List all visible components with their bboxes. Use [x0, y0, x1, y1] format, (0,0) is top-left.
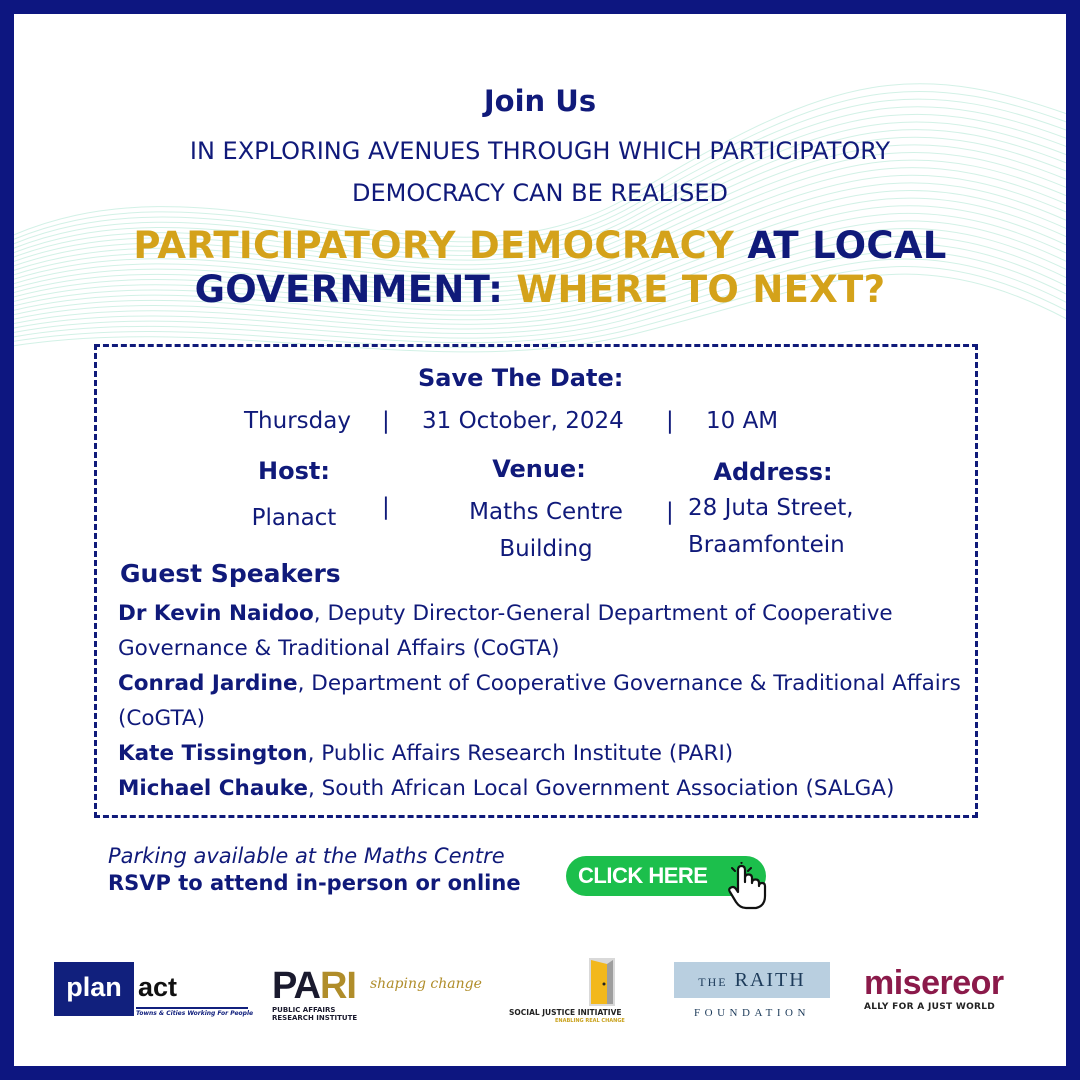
- speaker-list: [118, 596, 978, 806]
- info-separator-2: |: [666, 499, 674, 525]
- address-label: Address:: [713, 458, 833, 486]
- venue-line-1: Maths Centre: [469, 499, 623, 525]
- venue-line-2: Building: [499, 536, 593, 562]
- speaker-name: Dr Kevin Naidoo: [118, 601, 314, 626]
- speaker-item: [118, 771, 978, 806]
- pari-tagline: shaping change: [370, 976, 482, 992]
- title-part-3: GOVERNMENT:: [194, 268, 517, 311]
- intro-line-2: DEMOCRACY CAN BE REALISED: [352, 179, 728, 207]
- info-separator-1: |: [382, 494, 390, 520]
- date-separator-2: |: [666, 408, 674, 434]
- event-title: [54, 224, 1026, 312]
- intro-line-1: IN EXPLORING AVENUES THROUGH WHICH PARTICIPATORY: [189, 137, 891, 165]
- speaker-item: [118, 736, 978, 771]
- raith-foundation-logo: THE RAITH FOUNDATION: [674, 962, 830, 1019]
- speaker-item: [118, 596, 978, 666]
- title-part-4: WHERE TO NEXT?: [516, 268, 886, 311]
- venue-label: Venue:: [492, 455, 586, 483]
- title-part-2: AT LOCAL: [734, 224, 947, 267]
- cta-label: CLICK HERE: [578, 863, 708, 888]
- speaker-role: , Department of Cooperative Governance & Traditional Affairs (CoGTA): [118, 671, 961, 731]
- speaker-role: , Public Affairs Research Institute (PARI): [307, 741, 734, 766]
- flyer-card: Join Us IN EXPLORING AVENUES THROUGH WHICH PARTICIPATORY DEMOCRACY CAN BE REALISED PARTICIPATORY DEMOCRACY AT LOCAL GOVERNMENT: WHERE TO NEXT? Save The Date: Thursday | 31 October, 2024 | 10 AM Host: Planact | Venue: Maths Centre Building | Address: 28 Juta Street, Braamfontein Guest Speakers Dr Kevin Naidoo, Deputy Director-General Department of Cooperative Governance & Traditional Affairs (CoGTA) Conrad Jardine, Department of Cooperative Governance & Traditional Affairs (CoGTA) Kate Tissington, Public Affairs Research Institute (PARI) Michael Chauke, South African Local Government Association (SALGA) Parking available at the Maths Centre RSVP to attend in-person or online CLICK HERE plan act Towns & Cities Working For People PARI PUBLIC AFFAIRS RESEARCH INSTITUTE shaping change SOCIAL JUSTICE INITIATIVE ENABLING REAL CHANGE THE RAITH FOUNDATION misereor ALLY FOR A JUST WORLD: [14, 14, 1066, 1066]
- address-line-1: 28 Juta Street,: [688, 495, 854, 521]
- save-the-date-label: Save The Date:: [418, 364, 624, 392]
- pointer-hand-icon: [726, 862, 770, 912]
- host-value: Planact: [251, 505, 337, 531]
- venue-value: [446, 494, 646, 568]
- rsvp-note: RSVP to attend in-person or online: [108, 871, 521, 895]
- misereor-logo: misereor ALLY FOR A JUST WORLD: [864, 964, 1004, 1012]
- door-icon: [589, 958, 615, 1006]
- parking-note: Parking available at the Maths Centre: [108, 844, 505, 868]
- speaker-name: Conrad Jardine: [118, 671, 298, 696]
- host-label: Host:: [258, 457, 330, 485]
- address-line-2: Braamfontein: [688, 532, 845, 558]
- event-date: 31 October, 2024: [422, 408, 624, 434]
- intro-text: [74, 130, 1006, 214]
- event-time: 10 AM: [706, 408, 779, 434]
- event-day: Thursday: [244, 408, 351, 434]
- date-separator-1: |: [382, 408, 390, 434]
- speaker-name: Michael Chauke: [118, 776, 308, 801]
- guest-speakers-title: Guest Speakers: [120, 559, 341, 588]
- speaker-item: [118, 666, 978, 736]
- rsvp-click-here-button[interactable]: [566, 856, 766, 896]
- address-value: [688, 490, 888, 564]
- join-heading: Join Us: [483, 84, 597, 118]
- speaker-role: , Deputy Director-General Department of Cooperative Governance & Traditional Affairs (CoGTA): [118, 601, 893, 661]
- pari-logo: PARI PUBLIC AFFAIRS RESEARCH INSTITUTE shaping change: [272, 965, 482, 1022]
- title-part-1: PARTICIPATORY DEMOCRACY: [133, 224, 735, 267]
- speaker-name: Kate Tissington: [118, 741, 308, 766]
- speaker-role: , South African Local Government Association (SALGA): [307, 776, 895, 801]
